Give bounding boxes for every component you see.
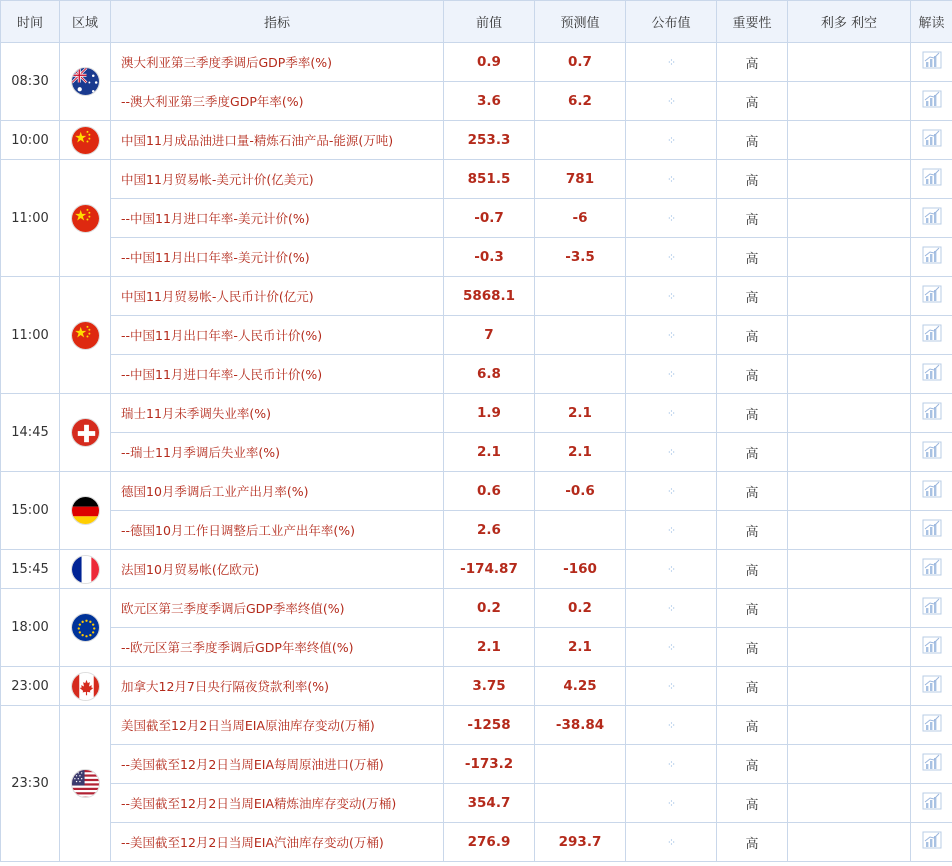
importance-value: 高 bbox=[717, 316, 788, 355]
region-cell bbox=[60, 706, 111, 862]
loading-spinner-icon: ⁘ bbox=[666, 133, 676, 147]
header-analysis: 解读 bbox=[911, 1, 952, 43]
event-time: 11:00 bbox=[1, 160, 60, 277]
table-row bbox=[1, 277, 952, 316]
china-flag bbox=[71, 126, 100, 155]
indicator-name[interactable]: 中国11月贸易帐-人民币计价(亿元) bbox=[111, 277, 444, 316]
actual-value-cell bbox=[626, 355, 717, 394]
impact-cell bbox=[788, 160, 911, 199]
forecast-value: 4.25 bbox=[535, 667, 626, 706]
actual-value-cell bbox=[626, 667, 717, 706]
usa-flag bbox=[71, 769, 100, 798]
eu-flag bbox=[71, 613, 100, 642]
indicator-name[interactable]: --澳大利亚第三季度GDP年率(%) bbox=[111, 82, 444, 121]
actual-value-cell bbox=[626, 706, 717, 745]
impact-cell bbox=[788, 199, 911, 238]
analysis-cell bbox=[911, 706, 952, 745]
forecast-value bbox=[535, 355, 626, 394]
importance-value: 高 bbox=[717, 706, 788, 745]
analysis-cell bbox=[911, 745, 952, 784]
forecast-value: 2.1 bbox=[535, 433, 626, 472]
loading-spinner-icon: ⁘ bbox=[666, 679, 676, 693]
chart-analysis-icon[interactable] bbox=[922, 285, 942, 307]
table-row bbox=[1, 589, 952, 628]
forecast-value bbox=[535, 745, 626, 784]
analysis-cell bbox=[911, 589, 952, 628]
actual-value-cell bbox=[626, 121, 717, 160]
france-flag bbox=[71, 555, 100, 584]
loading-spinner-icon: ⁘ bbox=[666, 94, 676, 108]
importance-value: 高 bbox=[717, 472, 788, 511]
importance-value: 高 bbox=[717, 589, 788, 628]
analysis-cell bbox=[911, 355, 952, 394]
previous-value: -0.7 bbox=[444, 199, 535, 238]
importance-value: 高 bbox=[717, 355, 788, 394]
table-row bbox=[1, 550, 952, 589]
previous-value: 2.1 bbox=[444, 628, 535, 667]
chart-analysis-icon[interactable] bbox=[922, 51, 942, 73]
table-row bbox=[1, 433, 952, 472]
chart-analysis-icon[interactable] bbox=[922, 792, 942, 814]
chart-analysis-icon[interactable] bbox=[922, 714, 942, 736]
indicator-name[interactable]: --美国截至12月2日当周EIA精炼油库存变动(万桶) bbox=[111, 784, 444, 823]
chart-analysis-icon[interactable] bbox=[922, 753, 942, 775]
germany-flag bbox=[71, 496, 100, 525]
indicator-name[interactable]: --中国11月进口年率-美元计价(%) bbox=[111, 199, 444, 238]
region-cell bbox=[60, 394, 111, 472]
loading-spinner-icon: ⁘ bbox=[666, 328, 676, 342]
header-forecast: 预测值 bbox=[535, 1, 626, 43]
region-cell bbox=[60, 160, 111, 277]
table-row bbox=[1, 511, 952, 550]
loading-spinner-icon: ⁘ bbox=[666, 601, 676, 615]
impact-cell bbox=[788, 823, 911, 862]
indicator-name[interactable]: 法国10月贸易帐(亿欧元) bbox=[111, 550, 444, 589]
table-header-row bbox=[1, 1, 952, 43]
actual-value-cell bbox=[626, 199, 717, 238]
chart-analysis-icon[interactable] bbox=[922, 831, 942, 853]
actual-value-cell bbox=[626, 745, 717, 784]
actual-value-cell bbox=[626, 628, 717, 667]
analysis-cell bbox=[911, 433, 952, 472]
loading-spinner-icon: ⁘ bbox=[666, 523, 676, 537]
indicator-name[interactable]: 中国11月贸易帐-美元计价(亿美元) bbox=[111, 160, 444, 199]
loading-spinner-icon: ⁘ bbox=[666, 484, 676, 498]
loading-spinner-icon: ⁘ bbox=[666, 835, 676, 849]
forecast-value: -0.6 bbox=[535, 472, 626, 511]
table-row bbox=[1, 199, 952, 238]
actual-value-cell bbox=[626, 784, 717, 823]
importance-value: 高 bbox=[717, 511, 788, 550]
loading-spinner-icon: ⁘ bbox=[666, 640, 676, 654]
previous-value: 851.5 bbox=[444, 160, 535, 199]
previous-value: 0.9 bbox=[444, 43, 535, 82]
actual-value-cell bbox=[626, 550, 717, 589]
chart-analysis-icon[interactable] bbox=[922, 324, 942, 346]
previous-value: -173.2 bbox=[444, 745, 535, 784]
chart-analysis-icon[interactable] bbox=[922, 246, 942, 268]
forecast-value bbox=[535, 121, 626, 160]
header-previous: 前值 bbox=[444, 1, 535, 43]
region-cell bbox=[60, 589, 111, 667]
importance-value: 高 bbox=[717, 433, 788, 472]
previous-value: -0.3 bbox=[444, 238, 535, 277]
impact-cell bbox=[788, 550, 911, 589]
table-row bbox=[1, 745, 952, 784]
impact-cell bbox=[788, 82, 911, 121]
table-row bbox=[1, 472, 952, 511]
actual-value-cell bbox=[626, 82, 717, 121]
indicator-name[interactable]: --欧元区第三季度季调后GDP年率终值(%) bbox=[111, 628, 444, 667]
event-time: 23:30 bbox=[1, 706, 60, 862]
table-row bbox=[1, 160, 952, 199]
chart-analysis-icon[interactable] bbox=[922, 129, 942, 151]
indicator-name[interactable]: --中国11月进口年率-人民币计价(%) bbox=[111, 355, 444, 394]
previous-value: 276.9 bbox=[444, 823, 535, 862]
indicator-name[interactable]: 瑞士11月未季调失业率(%) bbox=[111, 394, 444, 433]
indicator-name[interactable]: --美国截至12月2日当周EIA每周原油进口(万桶) bbox=[111, 745, 444, 784]
header-actual: 公布值 bbox=[626, 1, 717, 43]
event-time: 15:00 bbox=[1, 472, 60, 550]
forecast-value bbox=[535, 511, 626, 550]
chart-analysis-icon[interactable] bbox=[922, 168, 942, 190]
analysis-cell bbox=[911, 511, 952, 550]
previous-value: 7 bbox=[444, 316, 535, 355]
previous-value: 5868.1 bbox=[444, 277, 535, 316]
region-cell bbox=[60, 550, 111, 589]
analysis-cell bbox=[911, 823, 952, 862]
forecast-value bbox=[535, 316, 626, 355]
loading-spinner-icon: ⁘ bbox=[666, 562, 676, 576]
header-region: 区域 bbox=[60, 1, 111, 43]
chart-analysis-icon[interactable] bbox=[922, 207, 942, 229]
impact-cell bbox=[788, 589, 911, 628]
actual-value-cell bbox=[626, 43, 717, 82]
actual-value-cell bbox=[626, 238, 717, 277]
loading-spinner-icon: ⁘ bbox=[666, 718, 676, 732]
region-cell bbox=[60, 43, 111, 121]
header-indicator: 指标 bbox=[111, 1, 444, 43]
impact-cell bbox=[788, 745, 911, 784]
previous-value: 6.8 bbox=[444, 355, 535, 394]
loading-spinner-icon: ⁘ bbox=[666, 367, 676, 381]
table-row bbox=[1, 82, 952, 121]
chart-analysis-icon[interactable] bbox=[922, 402, 942, 424]
actual-value-cell bbox=[626, 394, 717, 433]
loading-spinner-icon: ⁘ bbox=[666, 55, 676, 69]
actual-value-cell bbox=[626, 589, 717, 628]
importance-value: 高 bbox=[717, 43, 788, 82]
table-row bbox=[1, 316, 952, 355]
loading-spinner-icon: ⁘ bbox=[666, 757, 676, 771]
actual-value-cell bbox=[626, 160, 717, 199]
calendar-body bbox=[1, 43, 952, 862]
previous-value: 354.7 bbox=[444, 784, 535, 823]
canada-flag bbox=[71, 672, 100, 701]
table-row bbox=[1, 823, 952, 862]
impact-cell bbox=[788, 238, 911, 277]
header-time: 时间 bbox=[1, 1, 60, 43]
previous-value: 3.6 bbox=[444, 82, 535, 121]
event-time: 11:00 bbox=[1, 277, 60, 394]
analysis-cell bbox=[911, 472, 952, 511]
event-time: 14:45 bbox=[1, 394, 60, 472]
forecast-value: 0.7 bbox=[535, 43, 626, 82]
analysis-cell bbox=[911, 238, 952, 277]
forecast-value: -160 bbox=[535, 550, 626, 589]
actual-value-cell bbox=[626, 433, 717, 472]
forecast-value: 781 bbox=[535, 160, 626, 199]
forecast-value: -38.84 bbox=[535, 706, 626, 745]
importance-value: 高 bbox=[717, 199, 788, 238]
analysis-cell bbox=[911, 121, 952, 160]
impact-cell bbox=[788, 511, 911, 550]
importance-value: 高 bbox=[717, 160, 788, 199]
previous-value: 2.6 bbox=[444, 511, 535, 550]
loading-spinner-icon: ⁘ bbox=[666, 250, 676, 264]
forecast-value: 2.1 bbox=[535, 628, 626, 667]
importance-value: 高 bbox=[717, 667, 788, 706]
impact-cell bbox=[788, 433, 911, 472]
loading-spinner-icon: ⁘ bbox=[666, 289, 676, 303]
chart-analysis-icon[interactable] bbox=[922, 90, 942, 112]
loading-spinner-icon: ⁘ bbox=[666, 172, 676, 186]
header-impact: 利多 利空 bbox=[788, 1, 911, 43]
region-cell bbox=[60, 121, 111, 160]
event-time: 10:00 bbox=[1, 121, 60, 160]
previous-value: 253.3 bbox=[444, 121, 535, 160]
impact-cell bbox=[788, 121, 911, 160]
impact-cell bbox=[788, 43, 911, 82]
table-row bbox=[1, 238, 952, 277]
chart-analysis-icon[interactable] bbox=[922, 636, 942, 658]
analysis-cell bbox=[911, 199, 952, 238]
china-flag bbox=[71, 204, 100, 233]
chart-analysis-icon[interactable] bbox=[922, 597, 942, 619]
indicator-name[interactable]: 加拿大12月7日央行隔夜贷款利率(%) bbox=[111, 667, 444, 706]
indicator-name[interactable]: --德国10月工作日调整后工业产出年率(%) bbox=[111, 511, 444, 550]
impact-cell bbox=[788, 472, 911, 511]
previous-value: -174.87 bbox=[444, 550, 535, 589]
forecast-value: 293.7 bbox=[535, 823, 626, 862]
forecast-value bbox=[535, 784, 626, 823]
event-time: 18:00 bbox=[1, 589, 60, 667]
impact-cell bbox=[788, 355, 911, 394]
indicator-name[interactable]: --中国11月出口年率-美元计价(%) bbox=[111, 238, 444, 277]
indicator-name[interactable]: --美国截至12月2日当周EIA汽油库存变动(万桶) bbox=[111, 823, 444, 862]
analysis-cell bbox=[911, 160, 952, 199]
analysis-cell bbox=[911, 316, 952, 355]
impact-cell bbox=[788, 277, 911, 316]
actual-value-cell bbox=[626, 472, 717, 511]
loading-spinner-icon: ⁘ bbox=[666, 445, 676, 459]
loading-spinner-icon: ⁘ bbox=[666, 211, 676, 225]
loading-spinner-icon: ⁘ bbox=[666, 406, 676, 420]
region-cell bbox=[60, 277, 111, 394]
previous-value: 0.2 bbox=[444, 589, 535, 628]
analysis-cell bbox=[911, 667, 952, 706]
forecast-value bbox=[535, 277, 626, 316]
actual-value-cell bbox=[626, 277, 717, 316]
table-row bbox=[1, 706, 952, 745]
previous-value: 2.1 bbox=[444, 433, 535, 472]
impact-cell bbox=[788, 784, 911, 823]
forecast-value: 6.2 bbox=[535, 82, 626, 121]
chart-analysis-icon[interactable] bbox=[922, 675, 942, 697]
chart-analysis-icon[interactable] bbox=[922, 519, 942, 541]
table-row bbox=[1, 628, 952, 667]
table-row bbox=[1, 43, 952, 82]
importance-value: 高 bbox=[717, 277, 788, 316]
australia-flag bbox=[71, 67, 100, 96]
indicator-name[interactable]: 澳大利亚第三季度季调后GDP季率(%) bbox=[111, 43, 444, 82]
event-time: 15:45 bbox=[1, 550, 60, 589]
table-row bbox=[1, 394, 952, 433]
previous-value: -1258 bbox=[444, 706, 535, 745]
importance-value: 高 bbox=[717, 394, 788, 433]
region-cell bbox=[60, 472, 111, 550]
actual-value-cell bbox=[626, 823, 717, 862]
chart-analysis-icon[interactable] bbox=[922, 363, 942, 385]
previous-value: 1.9 bbox=[444, 394, 535, 433]
impact-cell bbox=[788, 667, 911, 706]
switzerland-flag bbox=[71, 418, 100, 447]
forecast-value: 0.2 bbox=[535, 589, 626, 628]
chart-analysis-icon[interactable] bbox=[922, 480, 942, 502]
indicator-name[interactable]: 美国截至12月2日当周EIA原油库存变动(万桶) bbox=[111, 706, 444, 745]
analysis-cell bbox=[911, 628, 952, 667]
importance-value: 高 bbox=[717, 550, 788, 589]
impact-cell bbox=[788, 316, 911, 355]
region-cell bbox=[60, 667, 111, 706]
event-time: 23:00 bbox=[1, 667, 60, 706]
table-row bbox=[1, 667, 952, 706]
importance-value: 高 bbox=[717, 121, 788, 160]
impact-cell bbox=[788, 628, 911, 667]
forecast-value: -6 bbox=[535, 199, 626, 238]
previous-value: 3.75 bbox=[444, 667, 535, 706]
impact-cell bbox=[788, 394, 911, 433]
importance-value: 高 bbox=[717, 823, 788, 862]
indicator-name[interactable]: --中国11月出口年率-人民币计价(%) bbox=[111, 316, 444, 355]
analysis-cell bbox=[911, 550, 952, 589]
importance-value: 高 bbox=[717, 784, 788, 823]
forecast-value: 2.1 bbox=[535, 394, 626, 433]
importance-value: 高 bbox=[717, 238, 788, 277]
actual-value-cell bbox=[626, 316, 717, 355]
analysis-cell bbox=[911, 784, 952, 823]
analysis-cell bbox=[911, 43, 952, 82]
actual-value-cell bbox=[626, 511, 717, 550]
chart-analysis-icon[interactable] bbox=[922, 558, 942, 580]
table-row bbox=[1, 121, 952, 160]
impact-cell bbox=[788, 706, 911, 745]
header-importance: 重要性 bbox=[717, 1, 788, 43]
importance-value: 高 bbox=[717, 82, 788, 121]
importance-value: 高 bbox=[717, 628, 788, 667]
chart-analysis-icon[interactable] bbox=[922, 441, 942, 463]
indicator-name[interactable]: 欧元区第三季度季调后GDP季率终值(%) bbox=[111, 589, 444, 628]
loading-spinner-icon: ⁘ bbox=[666, 796, 676, 810]
previous-value: 0.6 bbox=[444, 472, 535, 511]
indicator-name[interactable]: 德国10月季调后工业产出月率(%) bbox=[111, 472, 444, 511]
indicator-name[interactable]: --瑞士11月季调后失业率(%) bbox=[111, 433, 444, 472]
importance-value: 高 bbox=[717, 745, 788, 784]
forecast-value: -3.5 bbox=[535, 238, 626, 277]
china-flag bbox=[71, 321, 100, 350]
analysis-cell bbox=[911, 394, 952, 433]
indicator-name[interactable]: 中国11月成品油进口量-精炼石油产品-能源(万吨) bbox=[111, 121, 444, 160]
table-row bbox=[1, 784, 952, 823]
event-time: 08:30 bbox=[1, 43, 60, 121]
analysis-cell bbox=[911, 277, 952, 316]
analysis-cell bbox=[911, 82, 952, 121]
table-row bbox=[1, 355, 952, 394]
